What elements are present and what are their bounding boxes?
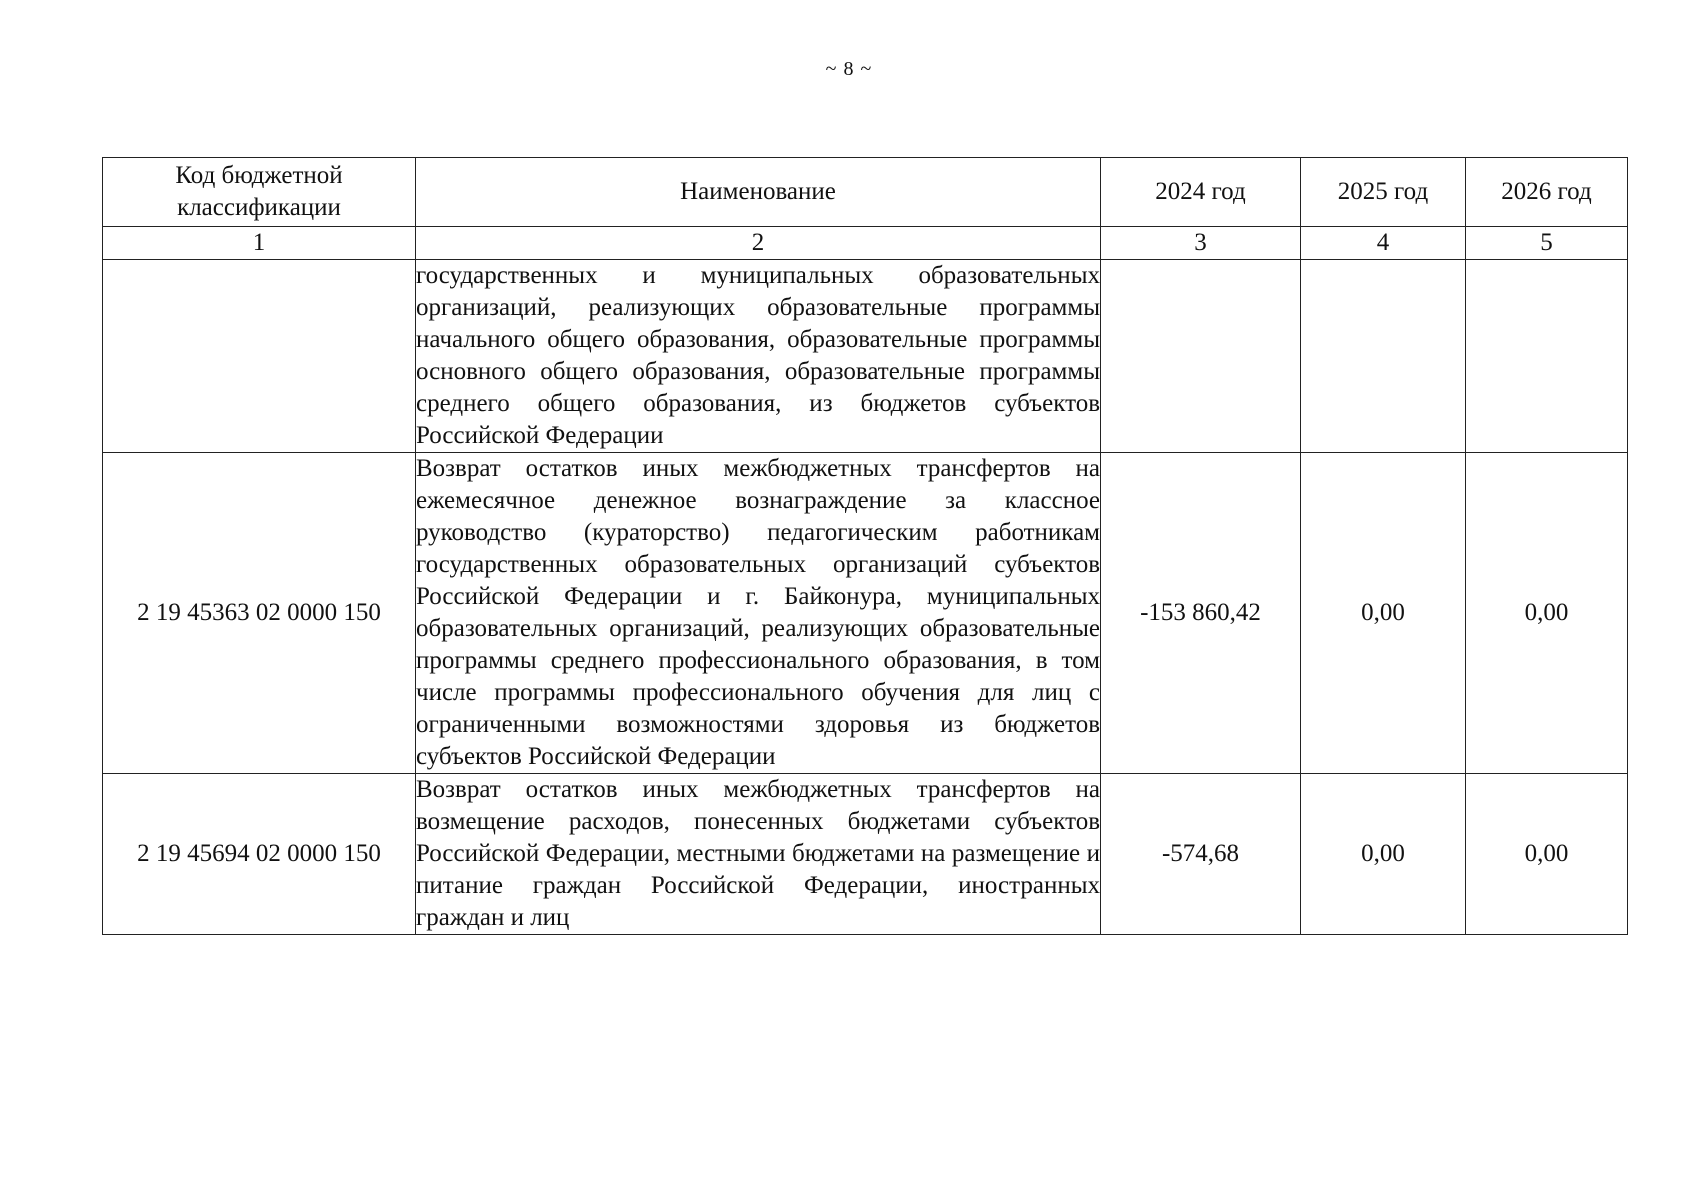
header-2024: 2024 год (1101, 158, 1301, 227)
budget-code-cell (103, 260, 416, 453)
name-cell: государственных и муниципальных образовательных организаций, реализующих образовательные программы начального общего образования, образовательные программы основного общего образования, образовательные программы среднего общего образования, из бюджетов субъектов Российской Федерации (416, 260, 1101, 453)
value-2026-cell: 0,00 (1466, 774, 1628, 935)
column-number: 2 (416, 227, 1101, 260)
column-number-row (103, 227, 1628, 260)
header-name: Наименование (416, 158, 1101, 227)
name-cell: Возврат остатков иных межбюджетных трансфертов на ежемесячное денежное вознаграждение за классное руководство (кураторство) педагогическим работникам государственных образовательных организаций субъектов Российской Федерации и г. Байконура, муниципальных образовательных организаций, реализующих образовательные программы среднего профессионального образования, в том числе программы профессионального обучения для лиц с ограниченными возможностями здоровья из бюджетов субъектов Российской Федерации (416, 453, 1101, 774)
header-code: Код бюджетной классификации (103, 158, 416, 227)
header-2025: 2025 год (1301, 158, 1466, 227)
budget-code-cell: 2 19 45363 02 0000 150 (103, 453, 416, 774)
value-2024-cell: -153 860,42 (1101, 453, 1301, 774)
name-text: Возврат остатков иных межбюджетных трансфертов на возмещение расходов, понесенных бюджетами субъектов Российской Федерации, местными бюджетами на размещение и питание граждан Российской Федерации, иностранных граждан и лиц (416, 776, 1100, 931)
table-row (103, 453, 1628, 774)
value-2024-cell (1101, 260, 1301, 453)
column-number: 4 (1301, 227, 1466, 260)
column-number: 3 (1101, 227, 1301, 260)
value-2025-cell: 0,00 (1301, 453, 1466, 774)
page-number: ~ 8 ~ (825, 58, 873, 80)
column-number: 5 (1466, 227, 1628, 260)
value-2025-cell (1301, 260, 1466, 453)
value-2026-cell: 0,00 (1466, 453, 1628, 774)
table-row (103, 774, 1628, 935)
budget-table (102, 157, 1628, 935)
value-2025-cell: 0,00 (1301, 774, 1466, 935)
column-number: 1 (103, 227, 416, 260)
name-cell (416, 774, 1101, 935)
value-2024-cell: -574,68 (1101, 774, 1301, 935)
budget-code-cell: 2 19 45694 02 0000 150 (103, 774, 416, 935)
table-header-row (103, 158, 1628, 227)
value-2026-cell (1466, 260, 1628, 453)
table-row (103, 260, 1628, 453)
header-2026: 2026 год (1466, 158, 1628, 227)
